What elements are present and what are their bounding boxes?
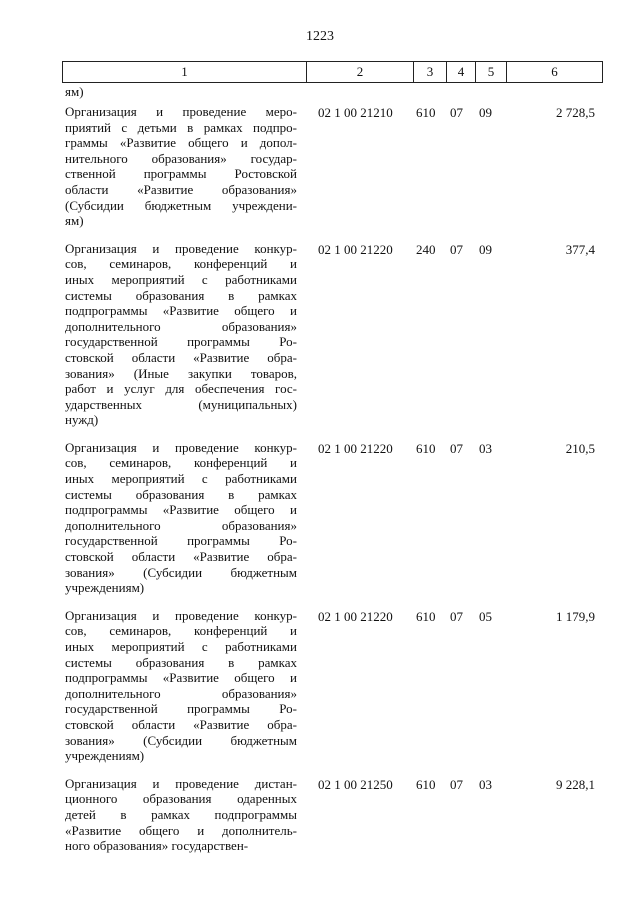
description-line: стовской области «Развитие обра- [65, 716, 297, 732]
expense-type: 240 [416, 241, 436, 257]
description-line: дополнительного образования» [65, 685, 297, 701]
column-header-3: 3 [414, 62, 447, 83]
description-line: приятий с детьми в рамках подпро- [65, 119, 297, 135]
expense-type: 610 [416, 440, 436, 456]
description-line: государственной программы Ро- [65, 533, 297, 549]
section-code: 07 [450, 776, 463, 792]
description-line: дополнительного образования» [65, 318, 297, 334]
amount: 377,4 [565, 241, 595, 257]
description-line: ного образования» государствен- [65, 838, 249, 854]
column-header-5: 5 [476, 62, 507, 83]
continuation-text: ям) [65, 84, 84, 99]
amount: 1 179,9 [556, 608, 595, 624]
column-header-table [62, 61, 603, 83]
subsection-code: 09 [479, 105, 492, 120]
section-code: 07 [450, 608, 463, 624]
description-line: иных мероприятий с работниками [65, 271, 297, 287]
description-line: сов, семинаров, конференций и [65, 455, 297, 471]
amount: 9 228,1 [556, 776, 595, 792]
page-number: 1223 [306, 29, 334, 44]
table-row [0, 440, 640, 596]
classification-code: 02 1 00 21250 [318, 776, 393, 792]
description-line: ям) [65, 213, 84, 229]
row-description [65, 241, 297, 428]
description-line: работ и услуг для обеспечения гос- [65, 381, 297, 397]
expense-type: 610 [416, 776, 436, 792]
subsection-code: 03 [479, 440, 492, 456]
subsection-code: 03 [479, 776, 492, 792]
description-line: государственной программы Ро- [65, 701, 297, 717]
description-line: Организация и проведение конкур- [65, 439, 297, 455]
section-code: 07 [450, 440, 463, 456]
description-line: нительного образования» государ- [65, 150, 297, 166]
classification-code: 02 1 00 21210 [318, 105, 393, 120]
table-row [0, 104, 640, 229]
row-description [65, 776, 297, 854]
row-description [65, 104, 297, 229]
description-line: подпрограммы «Развитие общего и [65, 303, 297, 319]
description-line: ционного образования одаренных [65, 791, 297, 807]
row-description [65, 608, 297, 764]
description-line: Организация и проведение меро- [65, 104, 297, 119]
expense-type: 610 [416, 105, 436, 120]
description-line: иных мероприятий с работниками [65, 471, 297, 487]
subsection-code: 05 [479, 608, 492, 624]
amount: 2 728,5 [556, 105, 595, 120]
description-line: сов, семинаров, конференций и [65, 256, 297, 272]
column-header-4: 4 [447, 62, 476, 83]
expense-type: 610 [416, 608, 436, 624]
description-line: граммы «Развитие общего и допол- [65, 135, 297, 151]
table-row [0, 608, 640, 764]
description-line: зования» (Субсидии бюджетным [65, 732, 297, 748]
column-header-row [63, 62, 603, 83]
classification-code: 02 1 00 21220 [318, 608, 393, 624]
description-line: учреждениям) [65, 580, 145, 596]
description-line: дополнительного образования» [65, 517, 297, 533]
description-line: детей в рамках подпрограммы [65, 806, 297, 822]
description-line: Организация и проведение конкур- [65, 240, 297, 256]
description-line: стовской области «Развитие обра- [65, 349, 297, 365]
section-code: 07 [450, 105, 463, 120]
column-header-2: 2 [307, 62, 414, 83]
description-line: Организация и проведение конкур- [65, 607, 297, 623]
amount: 210,5 [565, 440, 595, 456]
description-line: ударственных (муниципальных) [65, 396, 297, 412]
description-line: зования» (Субсидии бюджетным [65, 564, 297, 580]
description-line: «Развитие общего и дополнитель- [65, 822, 297, 838]
description-line: подпрограммы «Развитие общего и [65, 502, 297, 518]
description-line: стовской области «Развитие обра- [65, 549, 297, 565]
description-line: (Субсидии бюджетным учреждени- [65, 197, 297, 213]
subsection-code: 09 [479, 241, 492, 257]
column-header-1: 1 [63, 62, 307, 83]
description-line: государственной программы Ро- [65, 334, 297, 350]
description-line: области «Развитие образования» [65, 181, 297, 197]
budget-rows [0, 104, 640, 854]
description-line: нужд) [65, 412, 99, 428]
description-line: Организация и проведение дистан- [65, 775, 297, 791]
description-line: иных мероприятий с работниками [65, 639, 297, 654]
row-description [65, 440, 297, 596]
description-line: системы образования в рамках [65, 486, 297, 502]
classification-code: 02 1 00 21220 [318, 440, 393, 456]
description-line: системы образования в рамках [65, 654, 297, 670]
description-line: системы образования в рамках [65, 287, 297, 303]
description-line: ственной программы Ростовской [65, 166, 297, 182]
description-line: зования» (Иные закупки товаров, [65, 365, 297, 381]
section-code: 07 [450, 241, 463, 257]
table-row [0, 241, 640, 428]
classification-code: 02 1 00 21220 [318, 241, 393, 257]
description-line: подпрограммы «Развитие общего и [65, 670, 297, 686]
table-row [0, 776, 640, 854]
description-line: сов, семинаров, конференций и [65, 623, 297, 639]
column-header-6: 6 [507, 62, 603, 83]
description-line: учреждениям) [65, 748, 145, 764]
